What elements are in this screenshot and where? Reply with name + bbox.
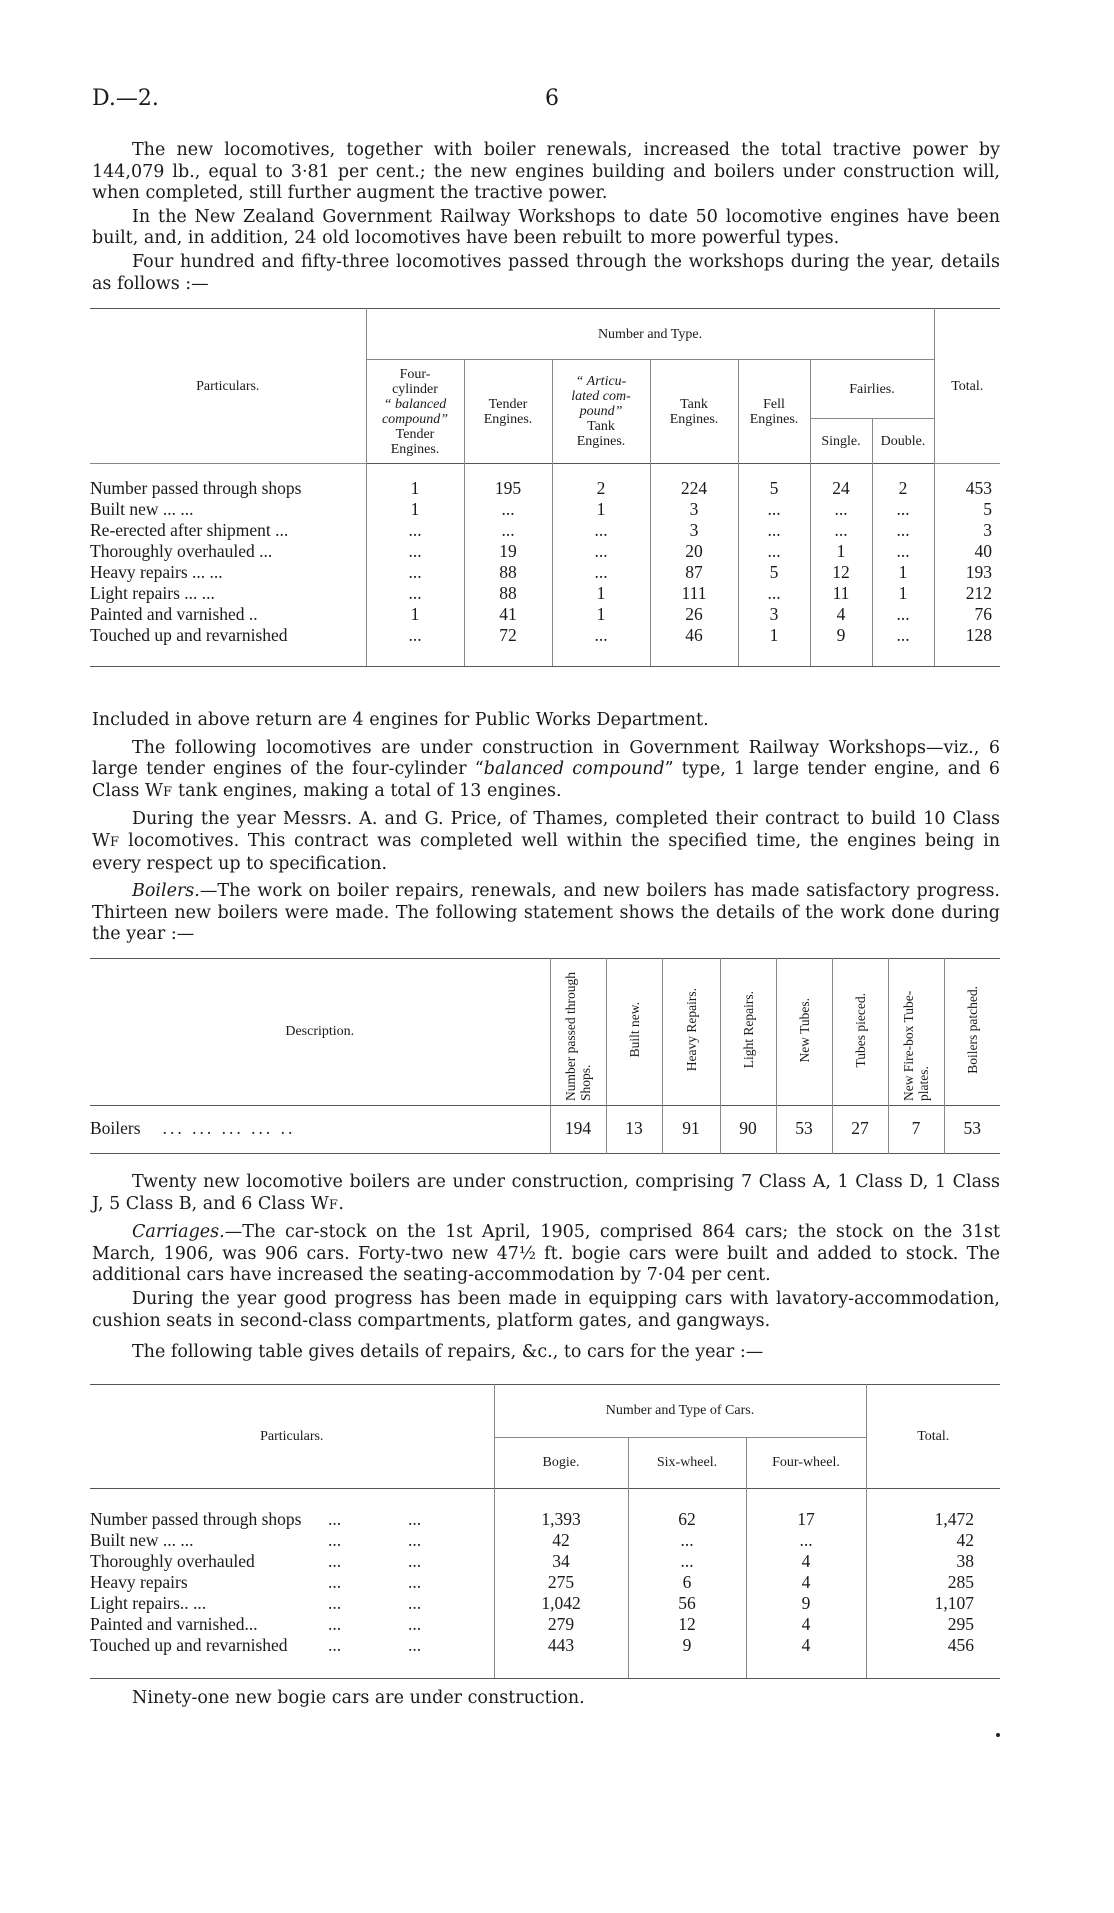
table-row bbox=[90, 1593, 1000, 1614]
cell-four-cyl: 1 bbox=[366, 499, 464, 520]
leader-dots: ... bbox=[328, 1635, 342, 1655]
column-label: New Fire-box Tube-plates. bbox=[901, 990, 931, 1101]
cell-four-cyl: ... bbox=[366, 562, 464, 583]
row-label-text: Painted and varnished... bbox=[90, 1614, 258, 1634]
table-row bbox=[90, 1489, 1000, 1531]
col-bogie: Bogie. bbox=[494, 1438, 628, 1489]
cell-bogie: 42 bbox=[494, 1530, 628, 1551]
cell-total: 128 bbox=[934, 625, 1000, 667]
row-label bbox=[90, 1593, 494, 1614]
table-row bbox=[90, 1572, 1000, 1593]
cell-tender: 88 bbox=[464, 562, 552, 583]
leader-dots: ... bbox=[328, 1572, 342, 1592]
paragraph-public-works-note: Included in above return are 4 engines for Public Works Department. bbox=[92, 710, 709, 730]
row-label bbox=[90, 1614, 494, 1635]
cell-tank: 87 bbox=[650, 562, 738, 583]
col-fell-engines: Fell Engines. bbox=[738, 360, 810, 464]
cell-artic: 1 bbox=[552, 499, 650, 520]
particulars-header: Particulars. bbox=[260, 1428, 324, 1444]
cell-total: 42 bbox=[866, 1530, 1000, 1551]
cell-four-wheel: 4 bbox=[746, 1551, 866, 1572]
after-boiler-section bbox=[92, 1172, 1000, 1364]
row-label bbox=[90, 1489, 494, 1531]
row-label-text: Thoroughly overhauled bbox=[90, 1551, 255, 1571]
cell-single: ... bbox=[810, 520, 872, 541]
table-row bbox=[90, 464, 1000, 500]
cell-double: 1 bbox=[872, 583, 934, 604]
cell-tank: 3 bbox=[650, 499, 738, 520]
paragraph-carriages: Carriages.—The car-stock on the 1st April, 1905, comprised 864 cars; the stock on the 31st March, 1906, was 906 cars. Forty-two new 47½ ft. bogie cars were built and added to stock. The additional cars have increased the seating-accommodation by 7·04 per cent. bbox=[92, 1222, 1000, 1286]
row-label: Re-erected after shipment ... bbox=[90, 520, 289, 540]
intro-section bbox=[92, 140, 1000, 295]
cell-fell: 3 bbox=[738, 604, 810, 625]
leader-dots: ... bbox=[328, 1593, 342, 1613]
row-label-text: Light repairs.. ... bbox=[90, 1593, 207, 1613]
page-number: 6 bbox=[545, 86, 559, 111]
cell-total: 40 bbox=[934, 541, 1000, 562]
col-boiler-4 bbox=[776, 959, 832, 1106]
cell-bogie: 275 bbox=[494, 1572, 628, 1593]
cell-bogie: 1,042 bbox=[494, 1593, 628, 1614]
column-label: Built new. bbox=[626, 1002, 642, 1058]
paragraph-under-construction: The following locomotives are under construction in Government Railway Workshops—viz., 6 large tender engines of the four-cylinder “balanced compound” type, 1 large tender engine, and 6 Class WF tank engines, making a total of 13 engines. bbox=[92, 737, 1000, 801]
cell-boiler-6: 7 bbox=[888, 1106, 944, 1154]
leader-dots: ... bbox=[408, 1635, 422, 1655]
cell-tank: 224 bbox=[650, 464, 738, 500]
table-row bbox=[90, 1635, 1000, 1679]
cell-total: 3 bbox=[934, 520, 1000, 541]
cell-fell: ... bbox=[738, 520, 810, 541]
cell-four-wheel: 9 bbox=[746, 1593, 866, 1614]
cell-six-wheel: ... bbox=[628, 1551, 746, 1572]
col-tank-engines: Tank Engines. bbox=[650, 360, 738, 464]
cars-table bbox=[90, 1384, 1000, 1679]
cell-tank: 46 bbox=[650, 625, 738, 667]
leader-dots: ... bbox=[408, 1614, 422, 1634]
cell-boiler-0: 194 bbox=[550, 1106, 606, 1154]
table-row bbox=[90, 1106, 1000, 1154]
cell-total: 1,472 bbox=[866, 1489, 1000, 1531]
col-tender-engines: Tender Engines. bbox=[464, 360, 552, 464]
cell-fell: ... bbox=[738, 499, 810, 520]
paragraph-new-boilers: Twenty new locomotive boilers are under construction, comprising 7 Class A, 1 Class D, 1 Class J, 5 Class B, and 6 Class WF. bbox=[92, 1172, 1000, 1214]
cell-total: 453 bbox=[934, 464, 1000, 500]
column-label: Heavy Repairs. bbox=[683, 988, 699, 1072]
col-boiler-6 bbox=[888, 959, 944, 1106]
cell-tender: 195 bbox=[464, 464, 552, 500]
leader-dots: ... bbox=[328, 1614, 342, 1634]
total-header: Total. bbox=[866, 1385, 1000, 1489]
cell-tank: 3 bbox=[650, 520, 738, 541]
row-label-text: Number passed through shops bbox=[90, 1509, 302, 1529]
col-fairlies-double: Double. bbox=[872, 419, 934, 464]
col-six-wheel: Six-wheel. bbox=[628, 1438, 746, 1489]
column-label: Boilers patched. bbox=[964, 986, 980, 1074]
paragraph-cars-table-intro: The following table gives details of repairs, &c., to cars for the year :— bbox=[132, 1342, 764, 1363]
table-row bbox=[90, 1614, 1000, 1635]
cell-tender: 41 bbox=[464, 604, 552, 625]
document-reference: D.—2. bbox=[92, 86, 159, 111]
cell-boiler-5: 27 bbox=[832, 1106, 888, 1154]
table-row bbox=[90, 625, 1000, 667]
cell-four-wheel: 4 bbox=[746, 1572, 866, 1593]
col-boiler-3 bbox=[720, 959, 776, 1106]
col-boiler-7 bbox=[944, 959, 1000, 1106]
leader-dots: ... bbox=[408, 1530, 422, 1550]
row-label: Touched up and revarnished bbox=[90, 625, 366, 667]
cell-six-wheel: ... bbox=[628, 1530, 746, 1551]
cell-four-wheel: 4 bbox=[746, 1635, 866, 1679]
cell-tender: ... bbox=[464, 499, 552, 520]
table-row bbox=[90, 583, 1000, 604]
cell-double: ... bbox=[872, 541, 934, 562]
cell-boiler-7: 53 bbox=[944, 1106, 1000, 1154]
footer-note: Ninety-one new bogie cars are under construction. bbox=[132, 1688, 585, 1708]
cell-single: ... bbox=[810, 499, 872, 520]
cell-single: 12 bbox=[810, 562, 872, 583]
row-label bbox=[90, 1572, 494, 1593]
row-label: Light repairs ... ... bbox=[90, 583, 215, 603]
cell-single: 4 bbox=[810, 604, 872, 625]
cell-boiler-1: 13 bbox=[606, 1106, 662, 1154]
leader-dots: ... bbox=[408, 1593, 422, 1613]
cell-tank: 111 bbox=[650, 583, 738, 604]
particulars-header: Particulars. bbox=[90, 309, 366, 464]
total-header: Total. bbox=[934, 309, 1000, 464]
cell-total: 193 bbox=[934, 562, 1000, 583]
paragraph-workshops-built: In the New Zealand Government Railway Workshops to date 50 locomotive engines have been built, and, in addition, 24 old locomotives have been rebuilt to more powerful types. bbox=[92, 206, 1000, 249]
middle-section bbox=[92, 710, 1000, 946]
cell-bogie: 443 bbox=[494, 1635, 628, 1679]
leader-dots: ... bbox=[328, 1551, 342, 1571]
cell-fell: 5 bbox=[738, 562, 810, 583]
cell-six-wheel: 12 bbox=[628, 1614, 746, 1635]
row-label: Heavy repairs ... ... bbox=[90, 562, 223, 582]
paragraph-car-improvements: During the year good progress has been made in equipping cars with lavatory-accommodation, cushion seats in second-class compartments, platform gates, and gangways. bbox=[92, 1288, 1000, 1331]
cell-total: 212 bbox=[934, 583, 1000, 604]
cell-total: 456 bbox=[866, 1635, 1000, 1679]
table-row bbox=[90, 499, 1000, 520]
cell-total: 1,107 bbox=[866, 1593, 1000, 1614]
leader-dots: ... bbox=[328, 1509, 342, 1529]
cell-bogie: 279 bbox=[494, 1614, 628, 1635]
cell-total: 76 bbox=[934, 604, 1000, 625]
cell-bogie: 34 bbox=[494, 1551, 628, 1572]
cell-six-wheel: 62 bbox=[628, 1489, 746, 1531]
column-label: Number passed through Shops. bbox=[563, 972, 593, 1101]
locomotives-table bbox=[90, 308, 1000, 667]
table-row bbox=[90, 1551, 1000, 1572]
paragraph-price-contract: During the year Messrs. A. and G. Price, of Thames, completed their contract to build 10 Class WF locomotives. This contract was completed well within the specified time, the engines being in every respect up to specification. bbox=[92, 809, 1000, 874]
cell-boiler-2: 91 bbox=[662, 1106, 720, 1154]
cell-single: 24 bbox=[810, 464, 872, 500]
col-four-wheel: Four-wheel. bbox=[746, 1438, 866, 1489]
col-boiler-0 bbox=[550, 959, 606, 1106]
cell-fell: ... bbox=[738, 541, 810, 562]
number-and-type-of-cars-header: Number and Type of Cars. bbox=[494, 1385, 866, 1438]
cell-six-wheel: 9 bbox=[628, 1635, 746, 1679]
leader-dots: ... bbox=[328, 1530, 342, 1550]
row-label-text: Heavy repairs bbox=[90, 1572, 188, 1592]
cell-six-wheel: 56 bbox=[628, 1593, 746, 1614]
cell-fell: ... bbox=[738, 583, 810, 604]
cell-double: ... bbox=[872, 625, 934, 667]
row-label-text: Touched up and revarnished bbox=[90, 1635, 288, 1655]
cell-double: 2 bbox=[872, 464, 934, 500]
locomotives-table-body bbox=[90, 464, 1000, 667]
cell-four-wheel: ... bbox=[746, 1530, 866, 1551]
cell-four-wheel: 4 bbox=[746, 1614, 866, 1635]
table-row bbox=[90, 541, 1000, 562]
cell-double: 1 bbox=[872, 562, 934, 583]
row-label: Built new ... ... bbox=[90, 499, 194, 519]
cell-single: 1 bbox=[810, 541, 872, 562]
row-label: Painted and varnished .. bbox=[90, 604, 258, 624]
col-boiler-1 bbox=[606, 959, 662, 1106]
number-and-type-header: Number and Type. bbox=[366, 309, 934, 360]
cell-artic: ... bbox=[552, 625, 650, 667]
leader-dots: ... bbox=[408, 1551, 422, 1571]
col-fairlies-single: Single. bbox=[810, 419, 872, 464]
column-label: Light Repairs. bbox=[740, 991, 756, 1069]
cell-double: ... bbox=[872, 604, 934, 625]
cell-tender: ... bbox=[464, 520, 552, 541]
row-label bbox=[90, 1530, 494, 1551]
cell-double: ... bbox=[872, 499, 934, 520]
boilers-table bbox=[90, 958, 1000, 1154]
paragraph-locomotives-passed: Four hundred and fifty-three locomotives passed through the workshops during the year, details as follows :— bbox=[92, 251, 1000, 294]
cell-artic: ... bbox=[552, 541, 650, 562]
cell-four-cyl: 1 bbox=[366, 604, 464, 625]
column-label: New Tubes. bbox=[796, 997, 812, 1063]
cell-artic: 2 bbox=[552, 464, 650, 500]
boilers-row-label: Boilers ... ... ... ... .. bbox=[90, 1118, 296, 1138]
col-four-cylinder: Four- cylinder “ balanced compound” Tender Engines. bbox=[366, 360, 464, 464]
cell-tender: 19 bbox=[464, 541, 552, 562]
cell-total: 295 bbox=[866, 1614, 1000, 1635]
cell-total: 38 bbox=[866, 1551, 1000, 1572]
cell-six-wheel: 6 bbox=[628, 1572, 746, 1593]
row-label-text: Built new ... ... bbox=[90, 1530, 194, 1550]
cell-boiler-3: 90 bbox=[720, 1106, 776, 1154]
cell-bogie: 1,393 bbox=[494, 1489, 628, 1531]
cell-total: 285 bbox=[866, 1572, 1000, 1593]
table-row bbox=[90, 1530, 1000, 1551]
table-row bbox=[90, 604, 1000, 625]
paragraph-boilers: Boilers.—The work on boiler repairs, renewals, and new boilers has made satisfactory progress. Thirteen new boilers were made. The following statement shows the details of the work done during the year :— bbox=[92, 881, 1000, 945]
cell-four-cyl: ... bbox=[366, 583, 464, 604]
col-boiler-2 bbox=[662, 959, 720, 1106]
cell-tank: 20 bbox=[650, 541, 738, 562]
cell-total: 5 bbox=[934, 499, 1000, 520]
row-label bbox=[90, 1635, 494, 1679]
row-label: Number passed through shops bbox=[90, 478, 302, 498]
cell-tank: 26 bbox=[650, 604, 738, 625]
cell-artic: ... bbox=[552, 520, 650, 541]
paragraph-tractive-power: The new locomotives, together with boiler renewals, increased the total tractive power by 144,079 lb., equal to 3·81 per cent.; the new engines building and boilers under construction will, when completed, still further augment the tractive power. bbox=[92, 140, 1000, 204]
cell-double: ... bbox=[872, 520, 934, 541]
description-header: Description. bbox=[285, 1024, 355, 1039]
col-articulated: “ Articu- lated com- pound” Tank Engines. bbox=[552, 360, 650, 464]
cell-boiler-4: 53 bbox=[776, 1106, 832, 1154]
cell-four-cyl: 1 bbox=[366, 464, 464, 500]
row-label bbox=[90, 1551, 494, 1572]
cell-four-cyl: ... bbox=[366, 541, 464, 562]
row-label: Thoroughly overhauled ... bbox=[90, 541, 273, 561]
cell-fell: 1 bbox=[738, 625, 810, 667]
col-boiler-5 bbox=[832, 959, 888, 1106]
leader-dots: ... bbox=[408, 1509, 422, 1529]
cell-tender: 72 bbox=[464, 625, 552, 667]
table-row bbox=[90, 562, 1000, 583]
cell-single: 9 bbox=[810, 625, 872, 667]
cell-four-cyl: ... bbox=[366, 625, 464, 667]
cell-four-cyl: ... bbox=[366, 520, 464, 541]
column-label: Tubes pieced. bbox=[852, 992, 868, 1068]
table-row bbox=[90, 520, 1000, 541]
cell-fell: 5 bbox=[738, 464, 810, 500]
cell-four-wheel: 17 bbox=[746, 1489, 866, 1531]
cell-artic: 1 bbox=[552, 604, 650, 625]
cell-artic: 1 bbox=[552, 583, 650, 604]
cars-table-body bbox=[90, 1489, 1000, 1679]
cell-tender: 88 bbox=[464, 583, 552, 604]
cell-single: 11 bbox=[810, 583, 872, 604]
cell-artic: ... bbox=[552, 562, 650, 583]
col-fairlies: Fairlies. bbox=[810, 360, 934, 419]
leader-dots: ... bbox=[408, 1572, 422, 1592]
ink-speck bbox=[996, 1733, 1000, 1737]
